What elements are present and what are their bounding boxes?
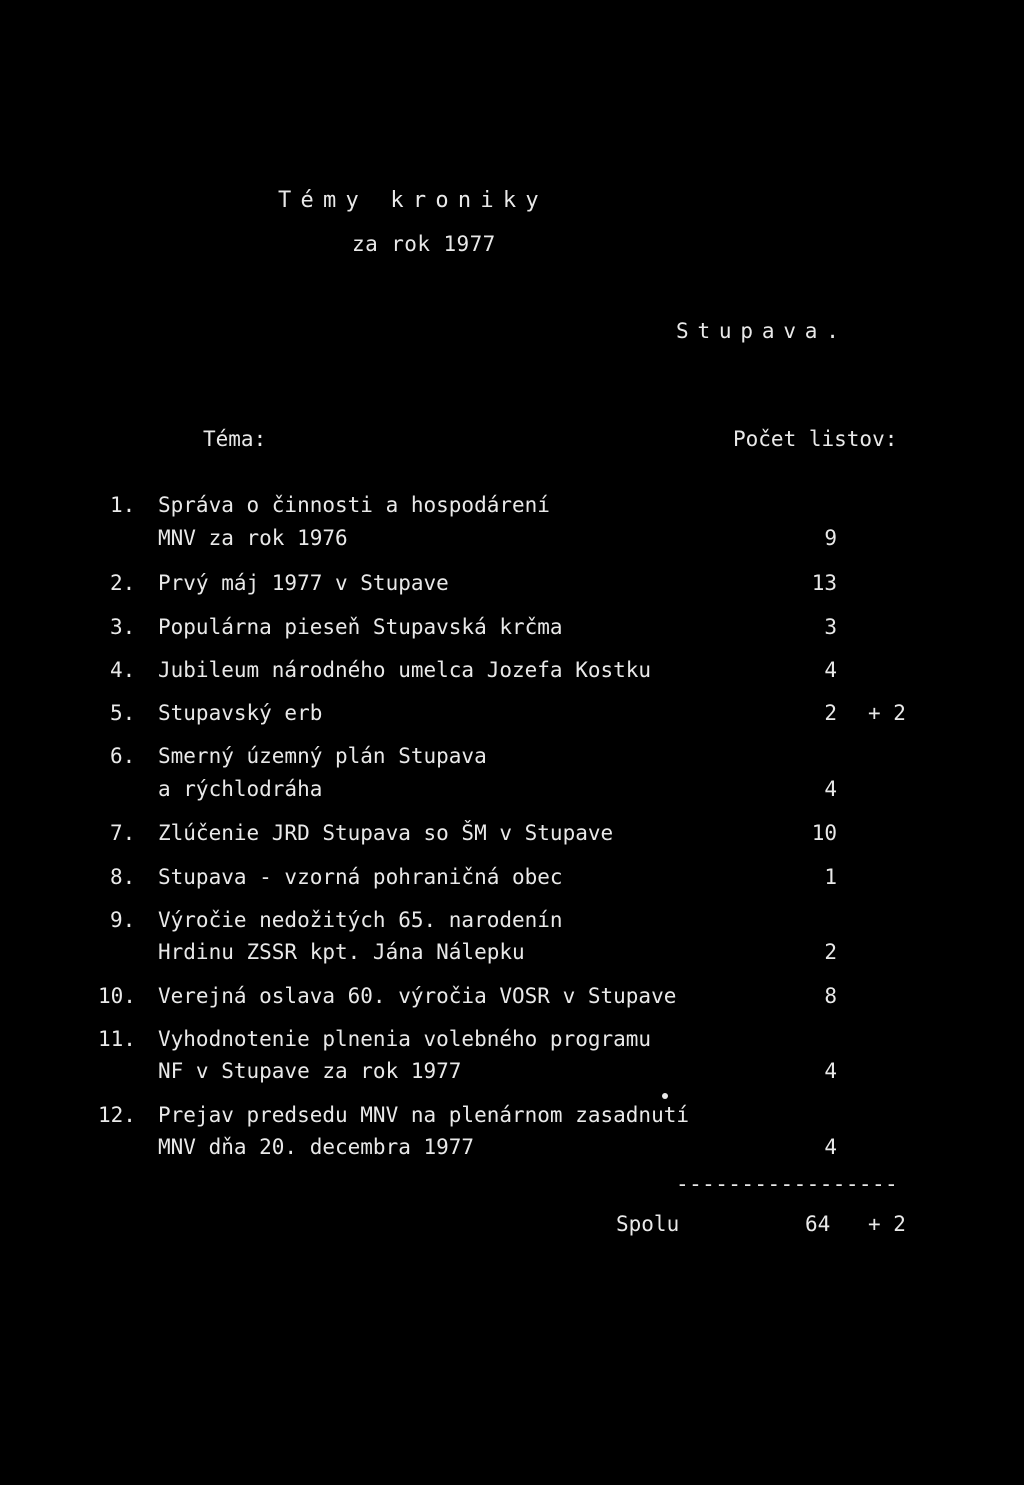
item-title: Smerný územný plán Stupava bbox=[158, 744, 487, 768]
item-number: 10. bbox=[98, 984, 136, 1008]
item-number: 4. bbox=[110, 658, 136, 682]
item-pages: 1 bbox=[824, 865, 837, 889]
item-number: 3. bbox=[110, 615, 136, 639]
item-title: Stupava - vzorná pohraničná obec bbox=[158, 865, 563, 889]
item-title-continued: a rýchlodráha bbox=[158, 777, 323, 801]
item-pages: 4 bbox=[824, 777, 837, 801]
item-pages: 9 bbox=[824, 526, 837, 550]
header-pages: Počet listov: bbox=[733, 427, 898, 451]
item-pages: 4 bbox=[824, 658, 837, 682]
item-title-continued: Hrdinu ZSSR kpt. Jána Nálepku bbox=[158, 940, 525, 964]
item-title: Správa o činnosti a hospodárení bbox=[158, 493, 550, 517]
item-number: 6. bbox=[110, 744, 136, 768]
item-pages-extra: + 2 bbox=[868, 701, 906, 725]
total-pages-extra: + 2 bbox=[868, 1212, 906, 1236]
item-pages: 2 bbox=[824, 701, 837, 725]
item-title: Jubileum národného umelca Jozefa Kostku bbox=[158, 658, 652, 682]
item-number: 12. bbox=[98, 1103, 136, 1127]
item-title: Výročie nedožitých 65. narodenín bbox=[158, 908, 563, 932]
item-pages: 4 bbox=[824, 1059, 837, 1083]
item-title-continued: MNV za rok 1976 bbox=[158, 526, 348, 550]
item-number: 9. bbox=[110, 908, 136, 932]
town-name: Stupava. bbox=[676, 319, 848, 343]
total-label: Spolu bbox=[616, 1212, 680, 1236]
item-title: Verejná oslava 60. výročia VOSR v Stupave bbox=[158, 984, 677, 1008]
total-separator: ----------------- bbox=[676, 1172, 899, 1196]
item-pages: 4 bbox=[824, 1135, 837, 1159]
item-title: Zlúčenie JRD Stupava so ŠM v Stupave bbox=[158, 821, 614, 845]
item-title: Prvý máj 1977 v Stupave bbox=[158, 571, 449, 595]
item-pages: 3 bbox=[824, 615, 837, 639]
item-pages: 2 bbox=[824, 940, 837, 964]
item-title: Prejav predsedu MNV na plenárnom zasadnutí bbox=[158, 1103, 690, 1127]
item-title: Stupavský erb bbox=[158, 701, 323, 725]
total-pages: 64 bbox=[805, 1212, 831, 1236]
item-pages: 8 bbox=[824, 984, 837, 1008]
item-number: 7. bbox=[110, 821, 136, 845]
document-subtitle: za rok 1977 bbox=[352, 232, 496, 256]
item-number: 2. bbox=[110, 571, 136, 595]
item-pages: 10 bbox=[811, 821, 837, 845]
header-topic: Téma: bbox=[203, 427, 267, 451]
document-title: Témy kroniky bbox=[278, 188, 548, 213]
item-pages: 13 bbox=[811, 571, 837, 595]
ink-dot bbox=[662, 1093, 668, 1099]
item-number: 11. bbox=[98, 1027, 136, 1051]
item-title: Vyhodnotenie plnenia volebného programu bbox=[158, 1027, 652, 1051]
item-number: 5. bbox=[110, 701, 136, 725]
item-number: 1. bbox=[110, 493, 136, 517]
item-title-continued: MNV dňa 20. decembra 1977 bbox=[158, 1135, 475, 1159]
item-title-continued: NF v Stupave za rok 1977 bbox=[158, 1059, 462, 1083]
item-title: Populárna pieseň Stupavská krčma bbox=[158, 615, 563, 639]
item-number: 8. bbox=[110, 865, 136, 889]
